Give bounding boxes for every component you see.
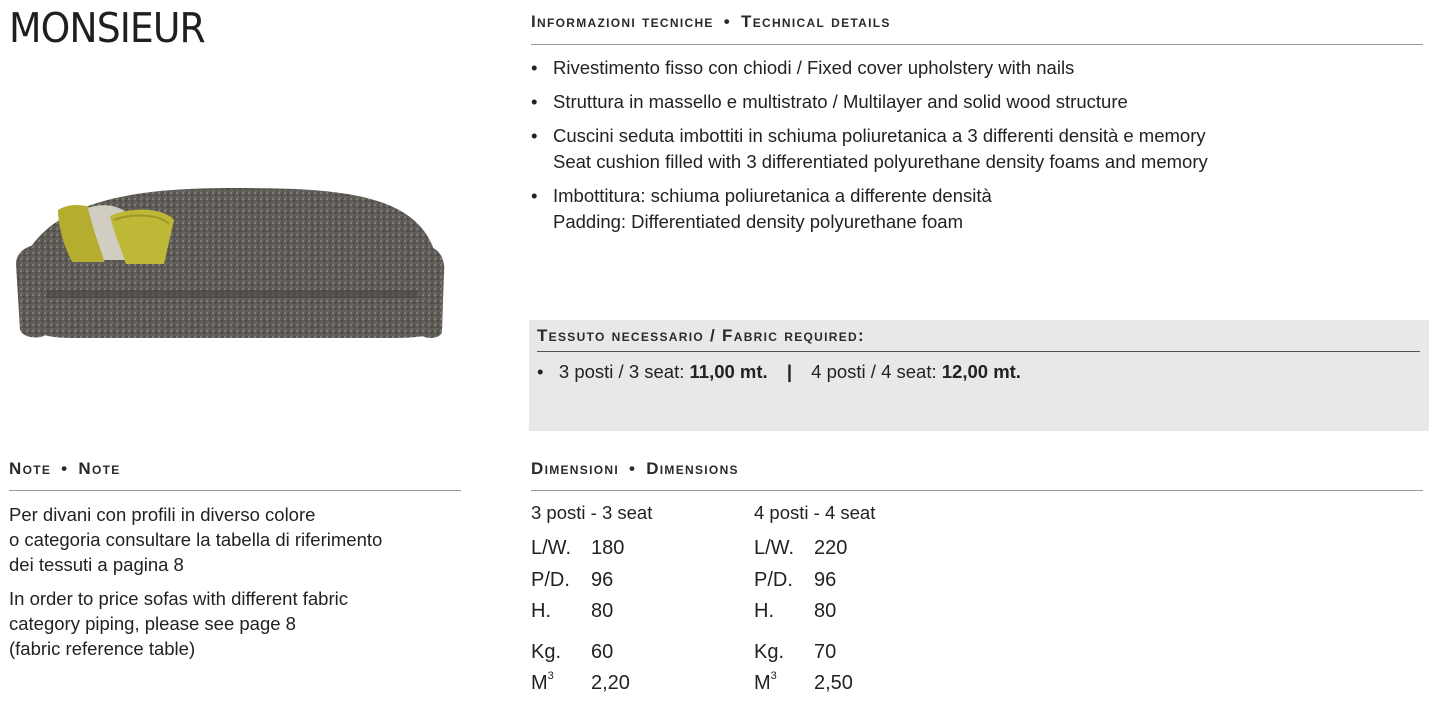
list-item: • Cuscini seduta imbottiti in schiuma poliuretanica a 3 differenti densità e memory Seat cushion filled with 3 differentiated polyurethane density foams and memory (531, 123, 1411, 175)
dimensions-caption: 3 posti - 3 seat (531, 502, 653, 523)
dim-row-kg: Kg. 60 (531, 640, 614, 663)
technical-details-heading (531, 12, 1423, 45)
note-heading: Note • Note (9, 459, 461, 491)
seat3-value: 11,00 mt. (689, 361, 768, 382)
fabric-divider: | (786, 361, 793, 382)
dim-row-lw: L/W. 180 (531, 537, 625, 560)
dimensions-heading: Dimensioni • Dimensions (531, 459, 1423, 491)
dim-row-m3: $M^3$ 2,20 (531, 670, 630, 695)
dim-row-h: H. 80 (754, 600, 837, 623)
product-title: MONSIEUR (9, 4, 205, 52)
dim-row-m3: $M^3$ 2,50 (754, 670, 853, 695)
dim-row-pd: P/D. 96 (531, 568, 614, 591)
list-item: • Rivestimento fisso con chiodi / Fixed cover upholstery with nails (531, 55, 1411, 81)
note-text (9, 502, 459, 670)
seat3-label: 3 posti / 3 seat: (558, 361, 685, 382)
note-paragraph-it: Per divani con profili in diverso colore o categoria consultare la tabella di riferimento dei tessuti a pagina 8 (9, 504, 383, 575)
list-item: • Struttura in massello e multistrato / Multilayer and solid wood structure (531, 89, 1411, 115)
fabric-required-values: • 3 posti / 3 seat: 11,00 mt. | 4 posti / 4 seat: 12,00 mt. (537, 361, 1021, 382)
dim-row-h: H. 80 (531, 600, 614, 623)
note-paragraph-en: In order to price sofas with different fabric category piping, please see page 8 (fabric reference table) (9, 588, 348, 659)
dim-row-kg: Kg. 70 (754, 640, 837, 663)
sofa-image (14, 180, 448, 345)
technical-heading-en: Technical details (741, 12, 891, 31)
fabric-required-box (529, 320, 1429, 431)
dim-row-pd: P/D. 96 (754, 568, 837, 591)
technical-heading-it: Informazioni tecniche (531, 12, 714, 31)
list-item: • Imbottitura: schiuma poliuretanica a differente densità Padding: Differentiated density polyurethane foam (531, 183, 1411, 235)
technical-details-list (531, 55, 1411, 243)
dim-row-lw: L/W. 220 (754, 537, 848, 560)
dimensions-column-3-seat (531, 502, 751, 700)
seat4-value: 12,00 mt. (941, 361, 1021, 382)
dimensions-column-4-seat (754, 502, 974, 700)
dimensions-caption: 4 posti - 4 seat (754, 502, 876, 523)
fabric-required-heading: Tessuto necessario / Fabric required: (537, 326, 1420, 352)
seat4-label: 4 posti / 4 seat: (811, 361, 937, 382)
heading-separator: • (723, 12, 732, 31)
